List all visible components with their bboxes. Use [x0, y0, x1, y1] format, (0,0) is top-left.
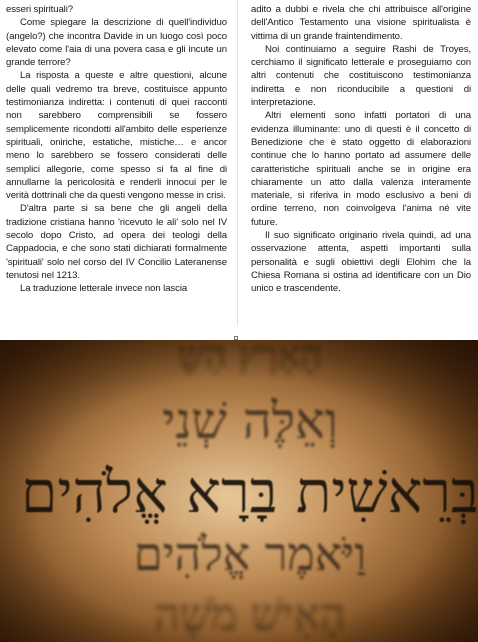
paragraph: La traduzione letterale invece non lascia	[20, 283, 188, 295]
article-left-column	[6, 3, 227, 296]
paragraph: Come spiegare la descrizione di quell'individuo (angelo?) che incontra Davide in un luogo così poco elevato come l'aia di una povera casa e gli incute un grande terrore?	[6, 17, 227, 69]
paragraph: Noi continuiamo a seguire Rashi de Troyes, cerchiamo il significato letterale e proseguiamo con altri contenuti che costituiscono testimonianza indiretta e non riconducibile a questioni di interpretazione.	[251, 43, 471, 109]
paragraph: D'altra parte si sa bene che gli angeli della tradizione cristiana hanno 'ricevuto le ali' solo nel IV secolo dopo Cristo, ad opera dei teologi della Cappadocia, e che sono stati dichiarati formalmente 'spirituali' solo nel corso del IV Concilio Lateranense tenutosi nel 1213.	[6, 203, 227, 281]
photo-vignette	[0, 340, 478, 642]
column-divider	[237, 0, 238, 326]
hebrew-text-image	[0, 340, 478, 642]
article-right-column	[251, 3, 471, 296]
paragraph: Altri elementi sono infatti portatori di una evidenza illuminante: uno di questi è il concetto di Benedizione che è stato oggetto di elaborazioni continue che lo hanno portato ad assumere delle caratteristiche spirituali anche se in origine era chiaramente un atto dalla valenza interamente materiale, si riferiva in modo esclusivo a beni di ordine terreno, non coinvolgeva l'anima né vite future.	[251, 110, 471, 228]
paragraph: esseri spirituali?	[6, 4, 73, 15]
paragraph: La risposta a queste e altre questioni, alcune delle quali vedremo tra breve, costituisce appunto testimonianza indiretta: i contenuti di quei racconti non sarebbero comprensibili se fossero semplicemente ricondotti all'ambito delle esperienze spirituali, oniriche, estatiche, mistiche… e ancor meno lo sarebbero se fossero considerati delle semplici allegorie, come spesso si fa al fine di annullarne la pericolosità e renderli innocui per le verità dottrinali che da questi vengono messe in crisi.	[6, 70, 227, 202]
paragraph: Il suo significato originario rivela quindi, ad una osservazione attenta, aspetti importanti sulla personalità e sugli obiettivi degli Elohim che la Chiesa Romana si ostina ad identificare con un Dio unico e trascendente.	[251, 230, 471, 295]
paragraph: adito a dubbi e rivela che chi attribuisce all'origine dell'Antico Testamento una visione spiritualista è vittima di un grande fraintendimento.	[251, 4, 471, 42]
hebrew-text-photo	[0, 340, 478, 642]
